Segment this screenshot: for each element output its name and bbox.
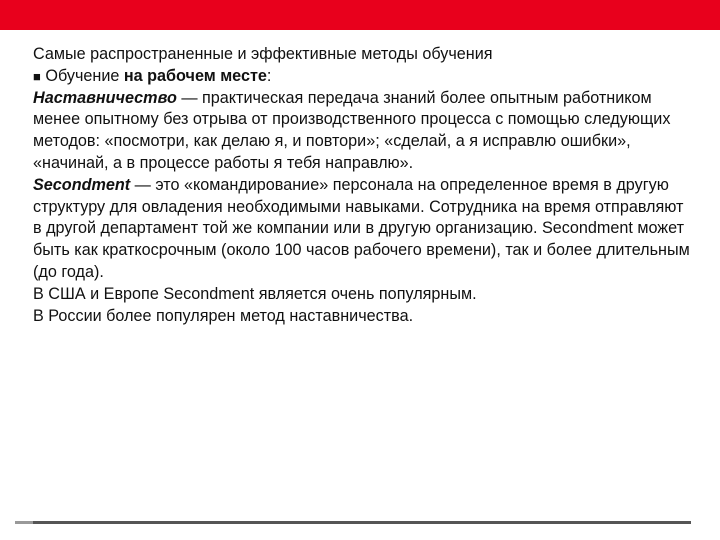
- secondment-definition: — это «командирование» персонала на определенное время в другую структуру для овладения необходимыми навыками. Сотрудника на время отправляют в другой департамент той же компании или в другую организацию. Secondment может быть как краткосрочным (около 100 часов рабочего времени), так и более длительным (до года).: [33, 175, 690, 281]
- russia-line: В России более популярен метод наставничества.: [33, 306, 414, 325]
- secondment-term: Secondment: [33, 175, 131, 194]
- bullet-line: [33, 66, 693, 88]
- footer-rule: [33, 521, 691, 524]
- header-corner: [690, 0, 720, 30]
- usa-europe-line: В США и Европе Secondment является очень популярным.: [33, 284, 477, 303]
- slide-content: [33, 44, 693, 327]
- mentoring-definition: — практическая передача знаний более опытным работником менее опытному без отрыва от производственного процесса с помощью следующих методов: «посмотри, как делаю я, и повтори»; «сделай, а я исправлю ошибки», «начинай, а в процессе работы я тебя направлю».: [33, 88, 671, 172]
- slide-title: Самые распространенные и эффективные методы обучения: [33, 45, 493, 63]
- footer-accent: [15, 521, 33, 524]
- header-bar: [0, 0, 720, 30]
- square-bullet-icon: ■: [33, 68, 41, 84]
- bullet-text-bold: на рабочем месте: [123, 66, 267, 85]
- bullet-text-suffix: :: [266, 66, 272, 85]
- bullet-text-prefix: Обучение: [40, 66, 124, 85]
- mentoring-paragraph: [33, 88, 693, 175]
- mentoring-term: Наставничество: [33, 88, 177, 107]
- secondment-paragraph: [33, 175, 693, 284]
